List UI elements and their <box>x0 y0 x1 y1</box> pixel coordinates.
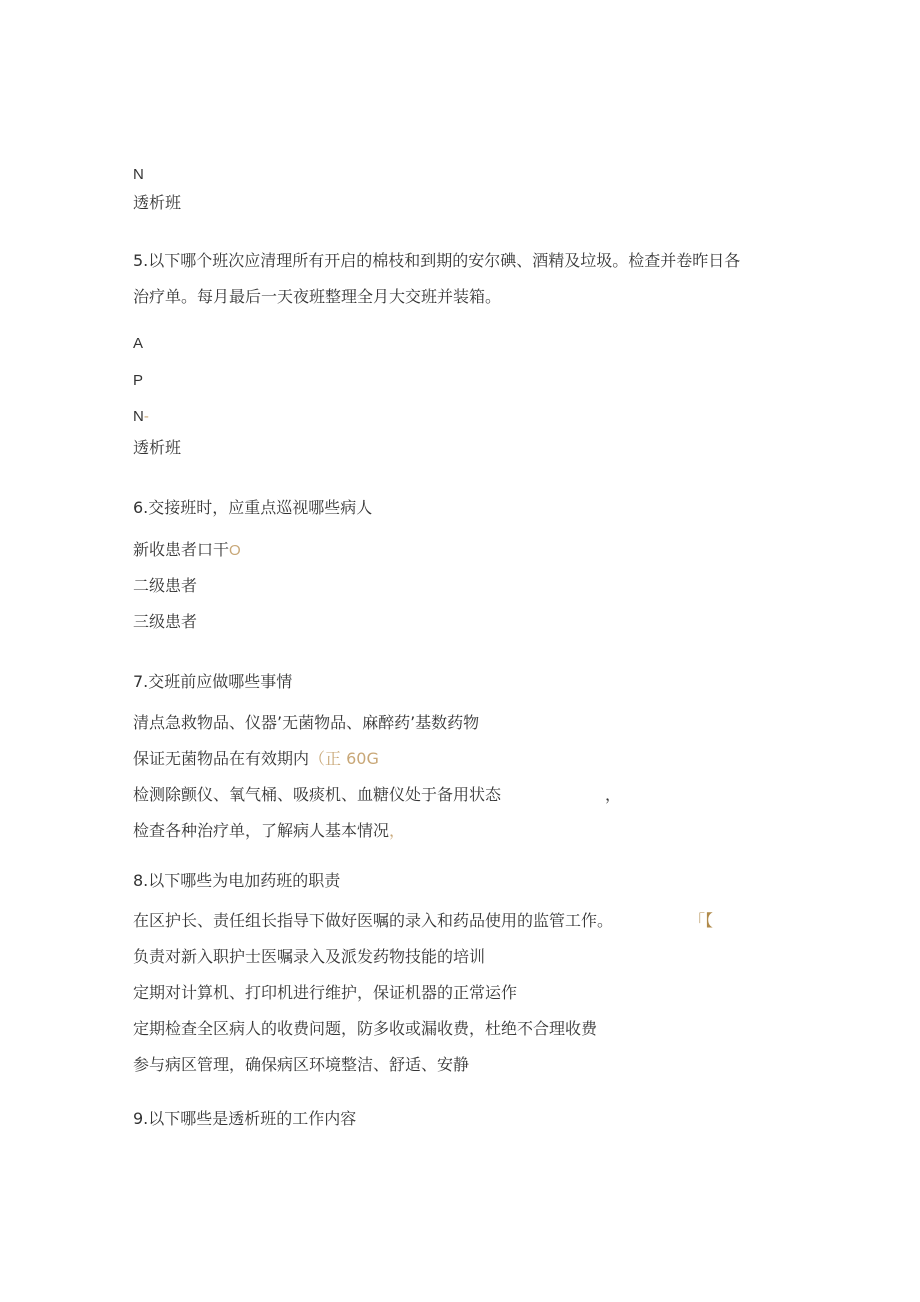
q8-option-5: 参与病区管理，确保病区环境整洁、舒适、安静 <box>133 1055 470 1074</box>
q6-option-1 <box>133 540 241 561</box>
q5-option-a: A <box>133 335 144 352</box>
q5-option-n-mark: - <box>143 408 149 425</box>
q8-option-4: 定期检查全区病人的收费问题，防多收或漏收费，杜绝不合理收费 <box>133 1019 598 1038</box>
q7-option-2 <box>133 749 379 769</box>
option-n: N <box>133 166 144 183</box>
q6-option-1-mark: O <box>229 542 241 559</box>
q7-option-2-label: 保证无菌物品在有效期内 <box>133 749 310 768</box>
q7-option-4-label: 检查各种治疗单，了解病人基本情况 <box>133 821 390 840</box>
q6-option-3: 三级患者 <box>133 612 198 631</box>
q8-option-1 <box>133 911 713 931</box>
q7-option-2-mark: （正 60G <box>309 749 379 768</box>
q7-option-3-mark: ， <box>605 785 622 804</box>
q6-option-2: 二级患者 <box>133 576 198 595</box>
question-7-title: 7.交班前应做哪些事情 <box>133 672 293 691</box>
q5-option-dialysis-shift: 透析班 <box>133 438 182 457</box>
question-5-text-line2: 治疗单。每月最后一天夜班整理全月大交班并装箱。 <box>133 287 502 306</box>
q8-option-2: 负责对新入职护士医嘱录入及派发药物技能的培训 <box>133 947 486 966</box>
q8-option-1-label: 在区护长、责任组长指导下做好医嘱的录入和药品使用的监管工作。 <box>133 911 614 930</box>
question-5-text-line1: 5.以下哪个班次应清理所有开启的棉枝和到期的安尔碘、酒精及垃圾。检查并卷昨日各 <box>133 251 741 270</box>
q5-option-n-label: N <box>133 408 144 425</box>
q5-option-n <box>133 407 149 427</box>
q8-option-1-mark: 「【 <box>689 911 714 930</box>
q7-option-3-label: 检测除颤仪、氧气桶、吸痰机、血糖仪处于备用状态 <box>133 785 502 804</box>
q7-option-4 <box>133 821 405 841</box>
q6-option-1-label: 新收患者口干 <box>133 540 230 559</box>
q7-option-1: 清点急救物品、仪器’无菌物品、麻醉药’基数药物 <box>133 713 480 732</box>
question-6-title: 6.交接班时，应重点巡视哪些病人 <box>133 498 373 517</box>
question-9-title: 9.以下哪些是透析班的工作内容 <box>133 1109 357 1128</box>
question-8-title: 8.以下哪些为电加药班的职责 <box>133 871 341 890</box>
q5-option-p: P <box>133 372 144 389</box>
q7-option-4-mark: ， <box>389 821 406 840</box>
q8-option-3: 定期对计算机、打印机进行维护，保证机器的正常运作 <box>133 983 518 1002</box>
option-dialysis-shift: 透析班 <box>133 193 182 212</box>
q7-option-3 <box>133 785 621 805</box>
